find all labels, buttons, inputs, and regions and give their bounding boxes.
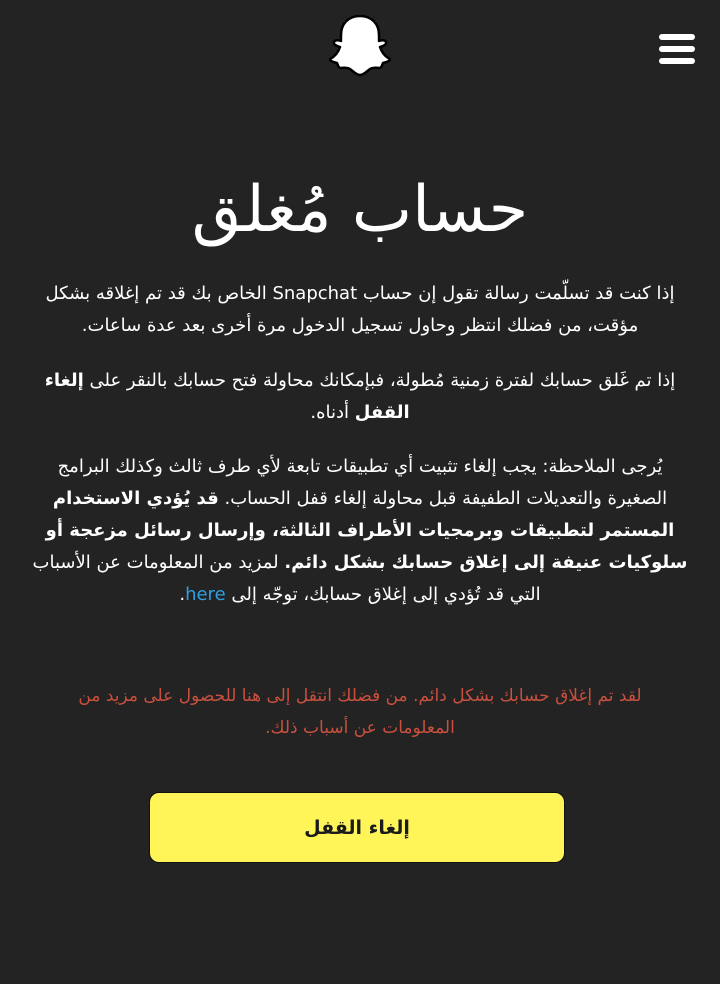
snapchat-ghost-icon[interactable] xyxy=(329,14,391,78)
menu-bar xyxy=(659,34,695,40)
unlock-emphasis: إلغاء القفل xyxy=(44,370,410,423)
menu-bar xyxy=(659,58,695,64)
unlock-button[interactable]: إلغاء القفل xyxy=(149,792,565,863)
info-paragraph-temporary xyxy=(28,278,692,342)
menu-bar xyxy=(659,46,695,52)
hamburger-menu-icon[interactable] xyxy=(659,33,697,67)
period: . xyxy=(179,584,186,605)
paragraph-text: إذا تم غَلق حسابك لفترة زمنية مُطولة، فبإمكانك محاولة فتح حسابك بالنقر على xyxy=(89,370,676,391)
error-message: لقد تم إغلاق حسابك بشكل دائم. من فضلك انتقل إلى هنا للحصول على مزيد من المعلومات عن أسباب ذلك. xyxy=(78,686,642,738)
header xyxy=(0,0,720,90)
info-paragraph-extended xyxy=(28,365,692,429)
warning-text: قد يُؤدي الاستخدام المستمر لتطبيقات وبرمجيات الأطراف الثالثة، وإرسال رسائل مزعجة أو سلوكيات عنيفة إلى إغلاق حسابك بشكل دائم. xyxy=(45,488,688,573)
more-info-text: لمزيد من المعلومات عن الأسباب التي قد تُؤدي إلى إغلاق حسابك، توجّه إلى xyxy=(32,552,541,605)
info-paragraph-note xyxy=(28,451,692,611)
here-link[interactable]: here xyxy=(185,584,226,605)
paragraph-text: إذا كنت قد تسلّمت رسالة تقول إن حساب Snapchat الخاص بك قد تم إغلاقه بشكل مؤقت، من فضلك انتظر وحاول تسجيل الدخول مرة أخرى بعد عدة ساعات. xyxy=(45,283,675,336)
paragraph-suffix: أدناه. xyxy=(310,402,350,423)
page-title: حساب مُغلق xyxy=(191,173,529,247)
note-text: يُرجى الملاحظة: يجب إلغاء تثبيت أي تطبيقات تابعة لأي طرف ثالث وكذلك البرامج الصغيرة والتعديلات الطفيفة قبل محاولة إلغاء قفل الحساب. xyxy=(57,456,668,509)
